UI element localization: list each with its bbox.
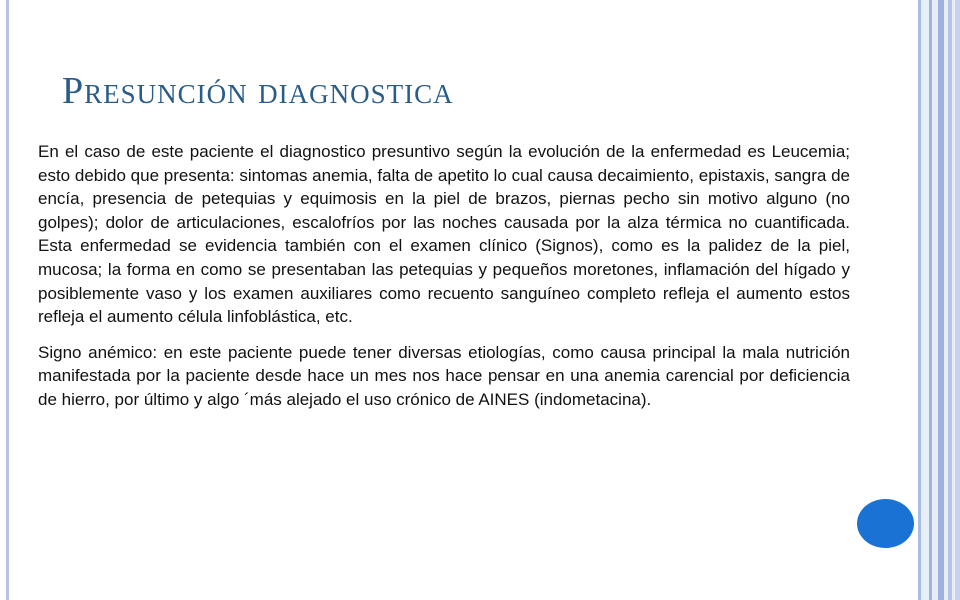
left-border-line: [6, 0, 9, 600]
decorative-stripe: [929, 0, 932, 600]
paragraph-anemic-sign: Signo anémico: en este paciente puede tener diversas etiologías, como causa principal la mala nutrición manifestada por la paciente desde hace un mes nos hace pensar en una anemia carencial por deficiencia de hierro, por último y algo ´más alejado el uso crónico de AINES (indometacina).: [38, 342, 850, 409]
accent-circle-icon: [857, 499, 914, 548]
decorative-stripe: [918, 0, 921, 600]
decorative-stripe: [948, 0, 952, 600]
decorative-stripe: [938, 0, 944, 600]
decorative-stripe: [955, 0, 960, 600]
slide-title: Presunción diagnostica: [62, 70, 454, 112]
paragraph-diagnosis: En el caso de este paciente el diagnostico presuntivo según la evolución de la enfermedad es Leucemia; esto debido que presenta: sintomas anemia, falta de apetito lo cual causa decaimiento, epistaxis, sangra de encía, presencia de petequias y equimosis en la piel de brazos, piernas pecho sin motivo alguno (no golpes); dolor de articulaciones, escalofríos por las noches causada por la alza térmica no cuantificada. Esta enfermedad se evidencia también con el examen clínico (Signos), como es la palidez de la piel, mucosa; la forma en como se presentaban las petequias y pequeños moretones, inflamación del hígado y posiblemente vaso y los examen auxiliares como recuento sanguíneo completo refleja el aumento estos refleja el aumento célula linfoblástica, etc.: [38, 142, 850, 327]
slide-body: [38, 140, 850, 424]
